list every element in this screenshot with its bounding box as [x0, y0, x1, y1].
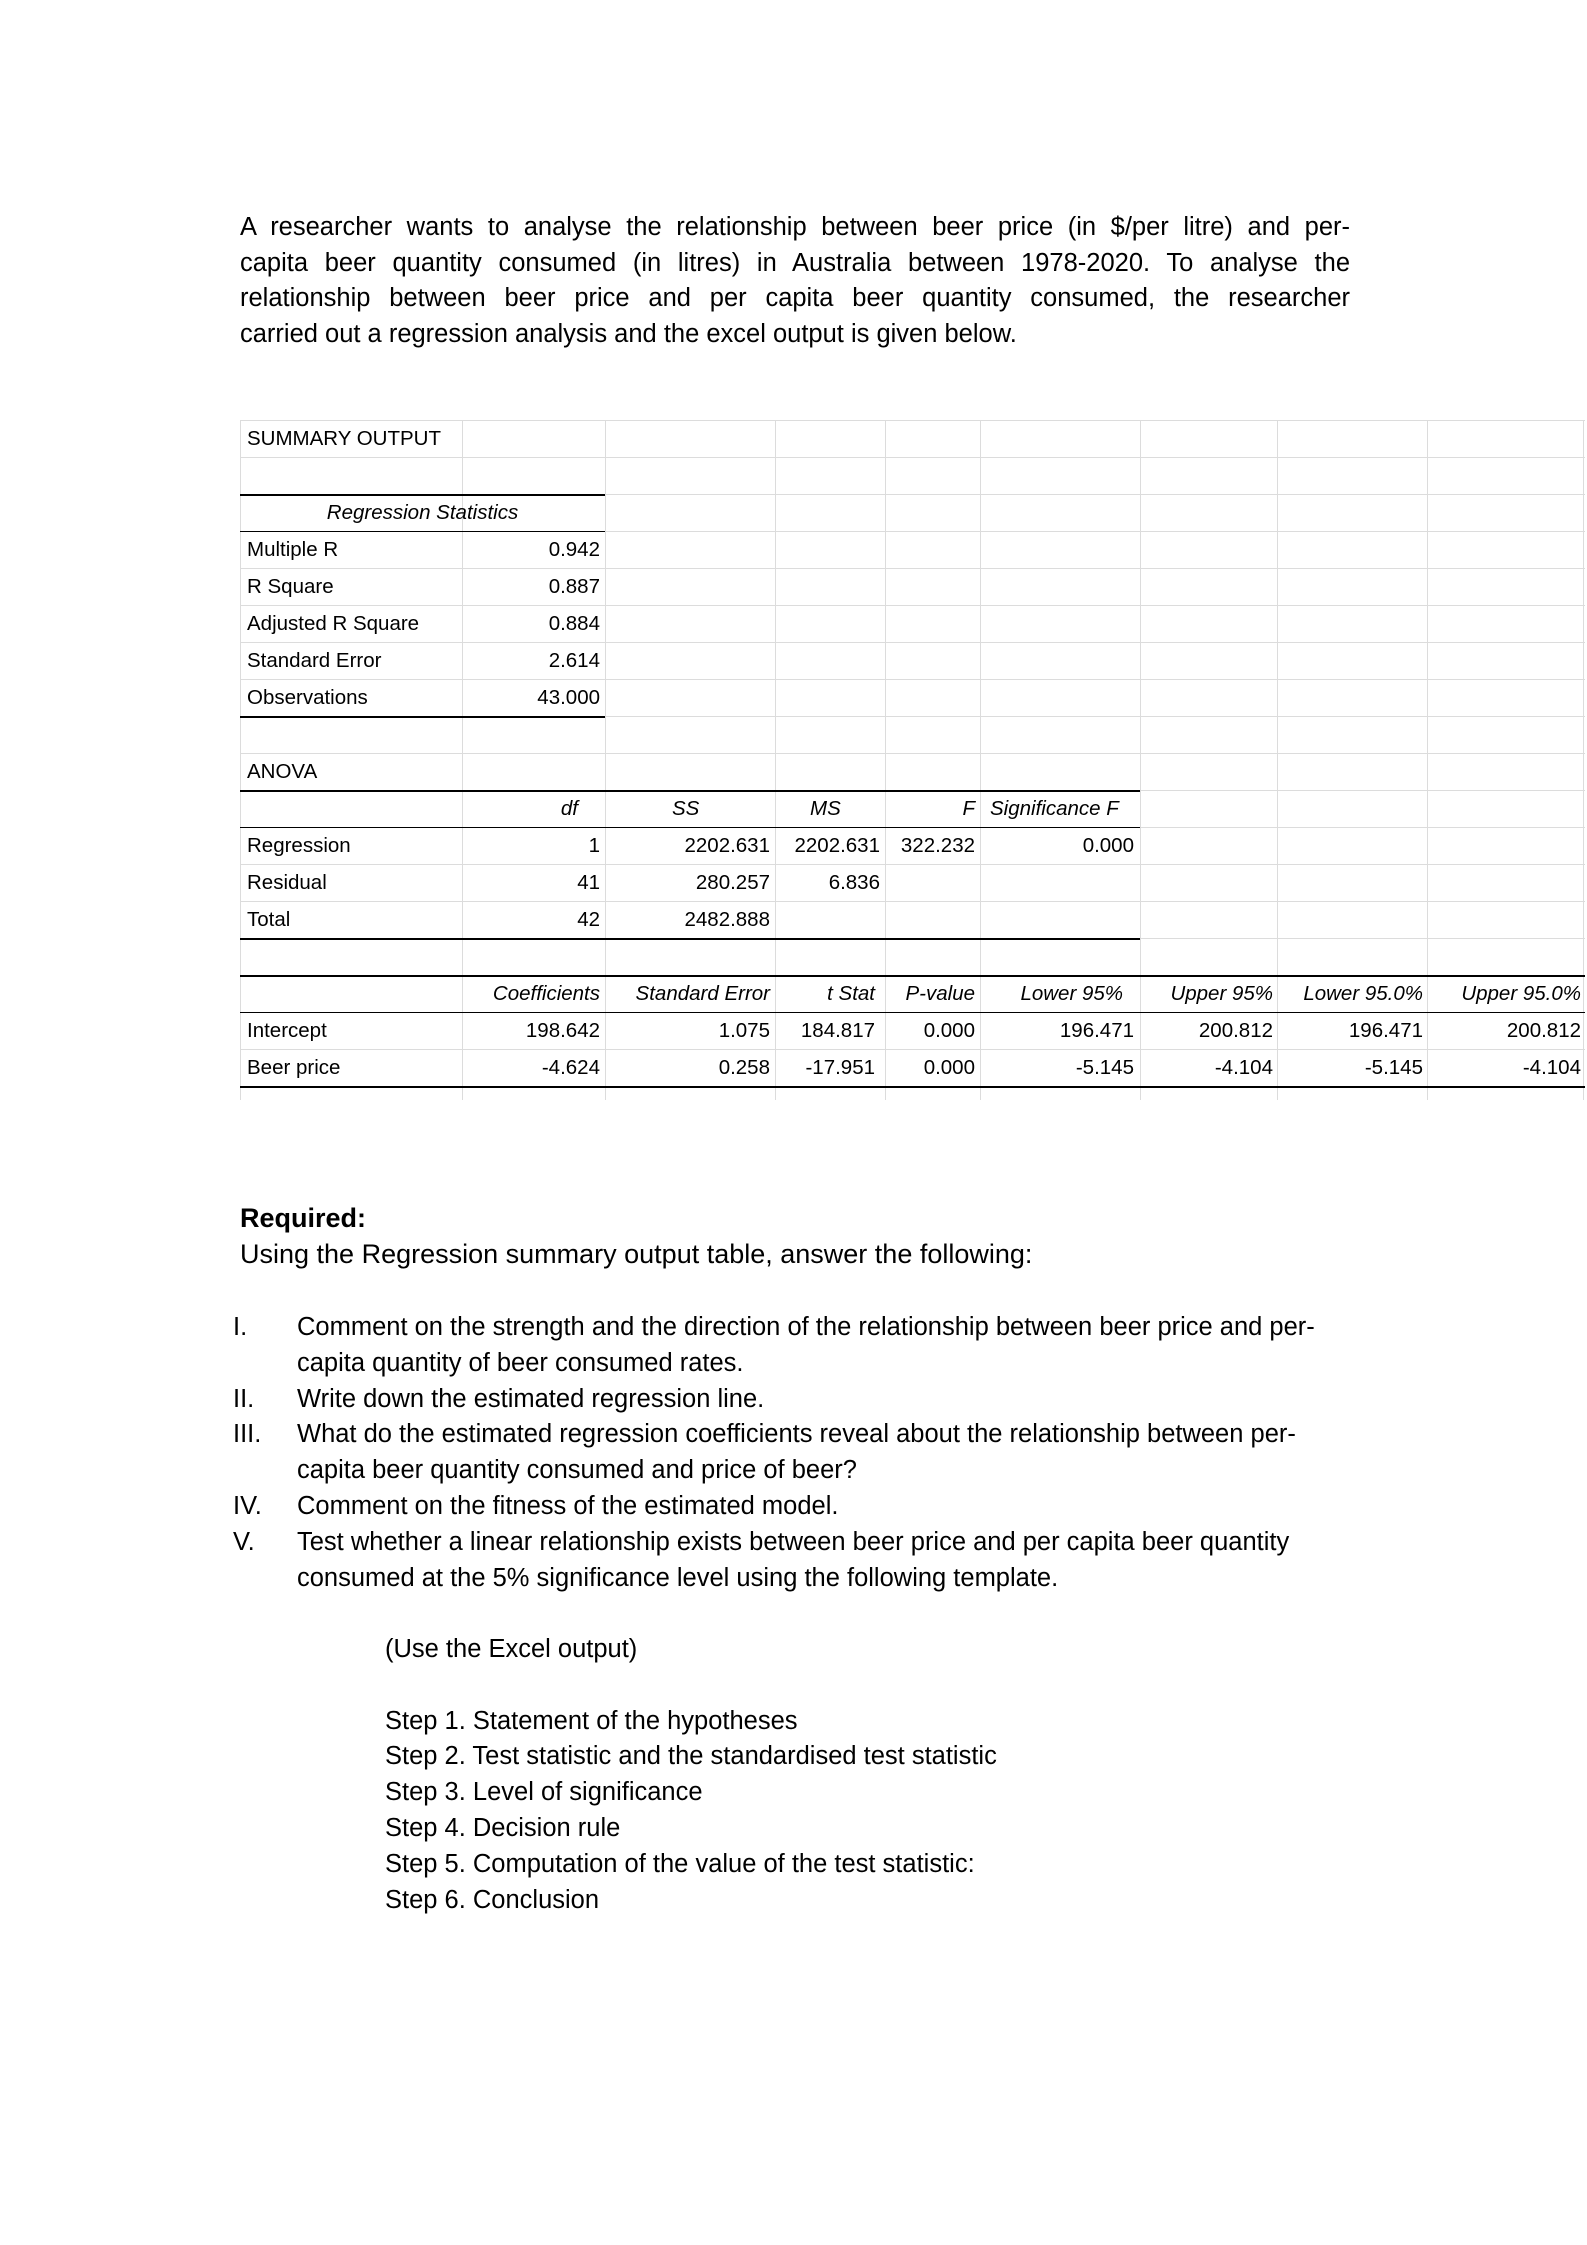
template-step: Step 1. Statement of the hypotheses	[385, 1706, 798, 1735]
required-section	[240, 1200, 1440, 1272]
excel-summary-output	[240, 420, 1585, 1100]
stat-label: R Square	[247, 575, 334, 598]
anova-df: 41	[577, 871, 600, 894]
grid-line	[240, 642, 1585, 643]
grid-line	[240, 568, 1585, 569]
template-step: Step 5. Computation of the value of the test statistic:	[385, 1849, 975, 1878]
coef-value: 0.000	[923, 1056, 975, 1079]
intro-paragraph	[240, 210, 1350, 352]
question-item	[233, 1382, 1363, 1418]
grid-line	[240, 753, 1585, 754]
table-rule	[240, 1086, 1585, 1088]
anova-ss: 2202.631	[684, 834, 770, 857]
grid-line	[240, 457, 1585, 458]
grid-line	[1583, 420, 1584, 1100]
coef-header: Lower 95.0%	[1303, 982, 1423, 1005]
table-rule	[240, 716, 605, 718]
anova-ms: 2202.631	[794, 834, 880, 857]
stat-value: 43.000	[537, 686, 600, 709]
intro-line: relationship between beer price and per capita beer quantity consumed, the researcher	[240, 284, 1350, 313]
anova-row-label: Regression	[247, 834, 351, 857]
summary-title: SUMMARY OUTPUT	[247, 427, 442, 450]
intro-line: capita beer quantity consumed (in litres) in Australia between 1978-2020. To analyse the	[240, 248, 1350, 277]
stat-value: 0.887	[548, 575, 600, 598]
stat-label: Multiple R	[247, 538, 339, 561]
coef-value: -4.624	[541, 1056, 600, 1079]
anova-df: 42	[577, 908, 600, 931]
coef-row-label: Beer price	[247, 1056, 341, 1079]
question-number: IV.	[233, 1491, 262, 1520]
stat-value: 2.614	[548, 649, 600, 672]
grid-line	[240, 420, 1585, 421]
coef-row-label: Intercept	[247, 1019, 327, 1042]
anova-f: 322.232	[900, 834, 975, 857]
required-title: Required:	[240, 1203, 367, 1233]
grid-line	[240, 679, 1585, 680]
question-item	[233, 1489, 1363, 1525]
question-number: I.	[233, 1313, 248, 1341]
stat-label: Adjusted R Square	[247, 612, 420, 635]
question-number: III.	[233, 1420, 262, 1449]
anova-row-label: Residual	[247, 871, 327, 894]
template-step: Step 4. Decision rule	[385, 1813, 621, 1842]
grid-line	[240, 901, 1585, 902]
coef-header: Upper 95.0%	[1461, 982, 1581, 1005]
question-item	[233, 1417, 1363, 1489]
coef-value: -5.145	[1075, 1056, 1134, 1079]
question-item	[233, 1525, 1363, 1597]
coef-value: -5.145	[1364, 1056, 1423, 1079]
coef-header: t Stat	[827, 982, 875, 1005]
question-number: V.	[233, 1527, 255, 1556]
coef-header: P-value	[905, 982, 975, 1005]
test-template	[385, 1632, 1285, 1918]
template-note: (Use the Excel output)	[385, 1635, 638, 1663]
anova-row-label: Total	[247, 908, 291, 931]
coef-value: 184.817	[800, 1019, 875, 1042]
coef-header: Standard Error	[635, 982, 770, 1005]
anova-ss: 280.257	[695, 871, 770, 894]
coef-value: -17.951	[805, 1056, 875, 1079]
anova-header-ms: MS	[810, 797, 841, 820]
intro-line: A researcher wants to analyse the relationship between beer price (in $/per litre) and per-	[240, 213, 1350, 241]
anova-header-ss: SS	[672, 797, 700, 820]
anova-header-df: df	[560, 797, 578, 820]
coef-header: Coefficients	[492, 982, 600, 1005]
question-text: Comment on the strength and the direction of the relationship between beer price and per-capita quantity of beer consumed rates.	[297, 1313, 1315, 1377]
coef-value: 1.075	[718, 1019, 770, 1042]
grid-line	[240, 605, 1585, 606]
question-list	[233, 1310, 1363, 1596]
grid-line	[240, 864, 1585, 865]
anova-title: ANOVA	[247, 760, 318, 783]
intro-line: carried out a regression analysis and the excel output is given below.	[240, 319, 1017, 348]
question-item	[233, 1310, 1363, 1382]
anova-ss: 2482.888	[684, 908, 770, 931]
coef-value: -4.104	[1522, 1056, 1581, 1079]
required-instruction: Using the Regression summary output table, answer the following:	[240, 1239, 1033, 1269]
question-text: Write down the estimated regression line.	[297, 1384, 765, 1413]
anova-header-f: F	[962, 797, 975, 820]
coef-header: Upper 95%	[1170, 982, 1273, 1005]
coef-header: Lower 95%	[1020, 982, 1123, 1005]
coef-value: 0.000	[923, 1019, 975, 1042]
coef-value: 196.471	[1348, 1019, 1423, 1042]
coef-value: -4.104	[1214, 1056, 1273, 1079]
anova-header-significance-f: Significance F	[990, 797, 1119, 820]
regression-statistics-header: Regression Statistics	[326, 501, 519, 524]
template-step: Step 3. Level of significance	[385, 1778, 703, 1807]
question-text: Test whether a linear relationship exists between beer price and per capita beer quantity consumed at the 5% significance level using the following template.	[297, 1527, 1290, 1592]
question-number: II.	[233, 1384, 255, 1413]
anova-ms: 6.836	[828, 871, 880, 894]
anova-significance-f: 0.000	[1082, 834, 1134, 857]
template-step: Step 2. Test statistic and the standardised test statistic	[385, 1742, 997, 1771]
table-rule	[240, 938, 1140, 940]
stat-value: 0.942	[548, 538, 600, 561]
question-text: What do the estimated regression coefficients reveal about the relationship between per-capita beer quantity consumed and price of beer?	[297, 1420, 1296, 1485]
coef-value: 198.642	[525, 1019, 600, 1042]
anova-df: 1	[588, 834, 600, 857]
stat-value: 0.884	[548, 612, 600, 635]
template-step: Step 6. Conclusion	[385, 1885, 600, 1914]
coef-value: 196.471	[1059, 1019, 1134, 1042]
coef-value: 0.258	[718, 1056, 770, 1079]
stat-label: Standard Error	[247, 649, 382, 672]
coef-value: 200.812	[1506, 1019, 1581, 1042]
question-text: Comment on the fitness of the estimated model.	[297, 1491, 839, 1520]
coef-value: 200.812	[1198, 1019, 1273, 1042]
stat-label: Observations	[247, 686, 368, 709]
